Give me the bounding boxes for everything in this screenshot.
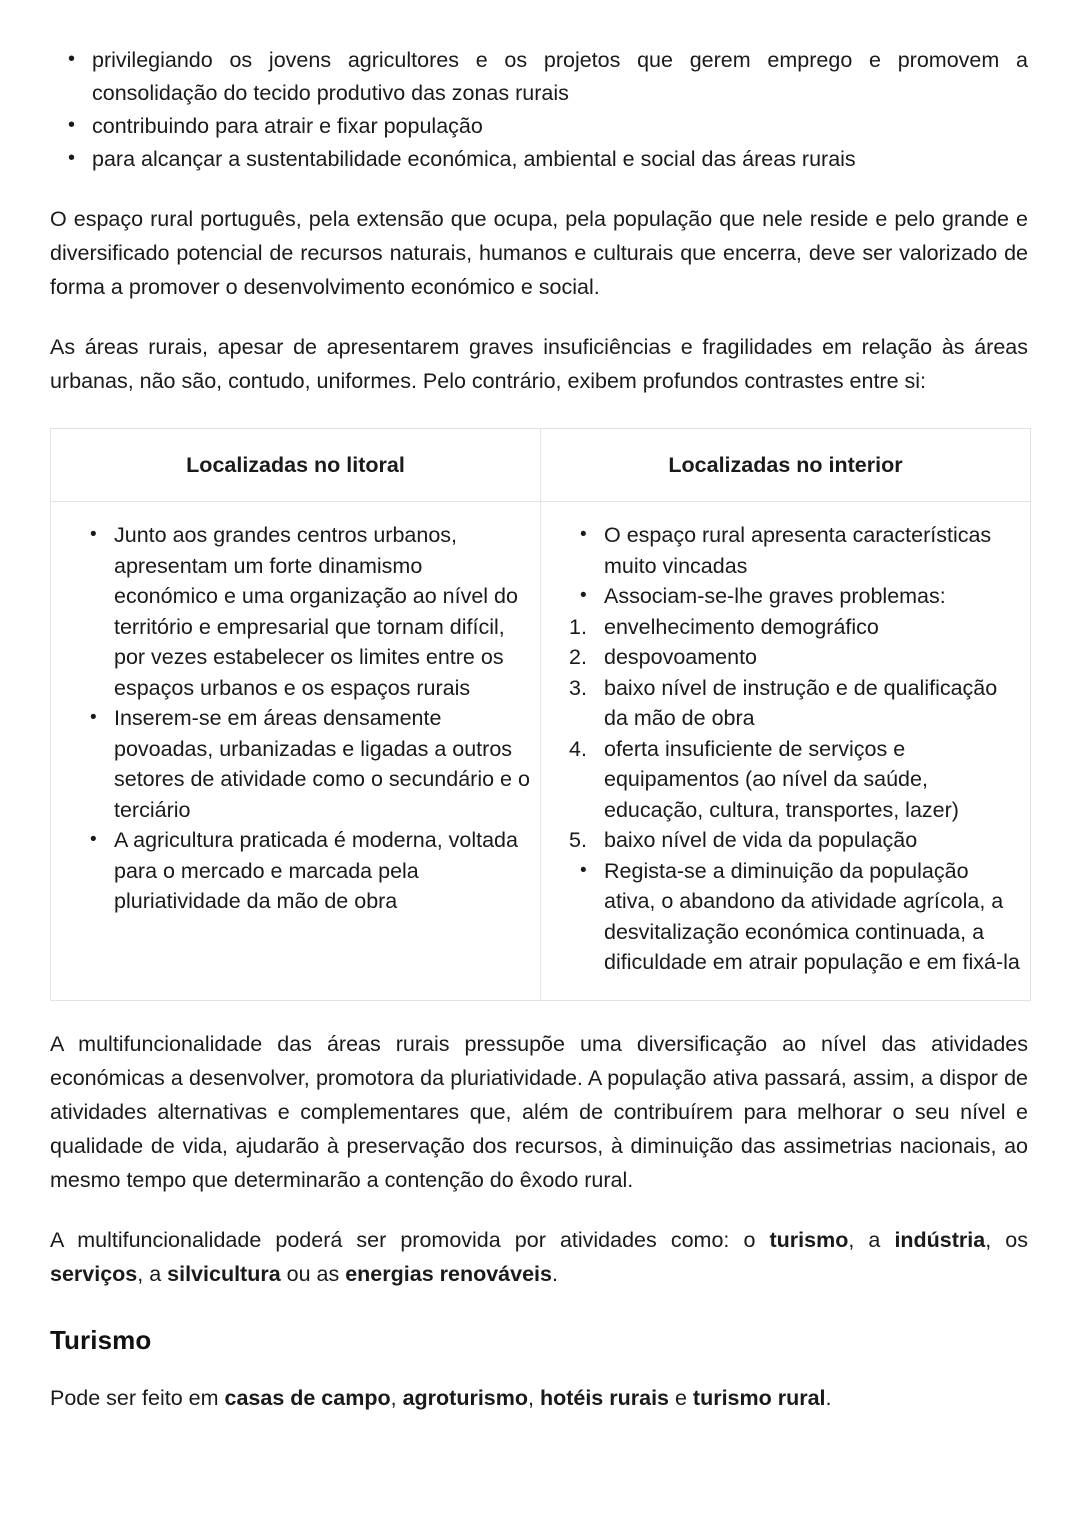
table-cell-interior	[541, 502, 1031, 1001]
list-item-text: A agricultura praticada é moderna, voltada para o mercado e marcada pela pluriatividade da mão de obra	[114, 828, 518, 913]
term-servicos: serviços	[50, 1261, 138, 1286]
page-title-turismo: Turismo	[50, 1324, 152, 1355]
text-sep: , a	[848, 1227, 895, 1252]
list-item	[61, 520, 530, 703]
term-casas-de-campo: casas de campo	[224, 1385, 391, 1410]
list-item-text: envelhecimento demográfico	[604, 614, 879, 639]
text-suffix: .	[825, 1385, 832, 1410]
list-item-text: O espaço rural apresenta características muito vincadas	[604, 523, 992, 578]
list-item	[551, 673, 1020, 734]
contrast-table	[50, 428, 1031, 1001]
list-item-text: Regista-se a diminuição da população ativa, o abandono da atividade agrícola, a desvitalização económica continuada, a dificuldade em atrair população e em fixá-la	[604, 858, 1020, 974]
table-header	[51, 429, 1031, 502]
term-turismo: turismo	[769, 1227, 849, 1252]
text-prefix: A multifuncionalidade poderá ser promovida por atividades como: o	[50, 1227, 770, 1252]
list-item	[50, 44, 1028, 110]
text-prefix: Pode ser feito em	[50, 1385, 225, 1410]
list-item-text: Inserem-se em áreas densamente povoadas, urbanizadas e ligadas a outros setores de atividade como o secundário e o terciário	[114, 706, 530, 822]
table-body	[51, 502, 1031, 1001]
table-cell-litoral	[51, 502, 541, 1001]
text-sep: ,	[528, 1385, 540, 1410]
list-item-text: privilegiando os jovens agricultores e os projetos que gerem emprego e promovem a consolidação do tecido produtivo das zonas rurais	[92, 48, 1028, 105]
paragraph-multifuncionalidade: A multifuncionalidade das áreas rurais pressupõe uma diversificação ao nível das atividades económicas a desenvolver, promotora da pluriatividade. A população ativa passará, assim, a dispor de atividades alternativas e complementares que, além de contribuírem para melhorar o seu nível e qualidade de vida, ajudarão à preservação dos recursos, à diminuição das assimetrias nacionais, ao mesmo tempo que determinarão a contenção do êxodo rural.	[50, 1031, 1028, 1192]
term-turismo-rural: turismo rural	[692, 1385, 826, 1410]
list-item	[551, 581, 1020, 612]
term-silvicultura: silvicultura	[167, 1261, 281, 1286]
list-item	[551, 642, 1020, 673]
list-item	[551, 734, 1020, 826]
list-item-text: oferta insuficiente de serviços e equipamentos (ao nível da saúde, educação, cultura, transportes, lazer)	[604, 736, 959, 822]
intro-bullet-list	[50, 44, 1028, 176]
list-item-text: Junto aos grandes centros urbanos, apresentam um forte dinamismo económico e uma organização ao nível do território e empresarial que tornam difícil, por vezes estabelecer os limites entre os espaços urbanos e os espaços rurais	[114, 523, 518, 700]
list-item	[61, 703, 530, 825]
paragraph-espaco-rural: O espaço rural português, pela extensão que ocupa, pela população que nele reside e pelo grande e diversificado potencial de recursos naturais, humanos e culturais que encerra, deve ser valorizado de forma a promover o desenvolvimento económico e social.	[50, 207, 1028, 299]
list-item	[551, 825, 1020, 856]
table-row	[51, 502, 1031, 1001]
text-sep: ou as	[280, 1261, 346, 1286]
list-item	[50, 143, 1028, 176]
term-industria: indústria	[894, 1227, 986, 1252]
table-header-litoral: Localizadas no litoral	[51, 429, 541, 502]
paragraph-atividades	[50, 1223, 1028, 1291]
text-sep: ,	[390, 1385, 403, 1410]
litoral-list	[61, 520, 530, 917]
interior-list	[551, 520, 1020, 978]
list-item	[551, 612, 1020, 643]
term-hoteis-rurais: hotéis rurais	[539, 1385, 669, 1410]
table-header-row	[51, 429, 1031, 502]
text-suffix: .	[551, 1261, 558, 1286]
list-item-text: contribuindo para atrair e fixar população	[92, 114, 483, 138]
list-item	[551, 856, 1020, 978]
term-energias-renovaveis: energias renováveis	[345, 1261, 552, 1286]
text-sep: , a	[137, 1261, 168, 1286]
document-content	[50, 44, 1028, 1415]
list-item	[50, 110, 1028, 143]
list-item-text: baixo nível de instrução e de qualificação da mão de obra	[604, 675, 998, 730]
list-item-text: para alcançar a sustentabilidade económica, ambiental e social das áreas rurais	[92, 147, 856, 171]
text-sep: , os	[985, 1227, 1028, 1252]
list-item	[61, 825, 530, 917]
list-item-text: despovoamento	[604, 645, 757, 669]
table-header-interior: Localizadas no interior	[541, 429, 1031, 502]
paragraph-areas-rurais: As áreas rurais, apesar de apresentarem graves insuficiências e fragilidades em relação às áreas urbanas, não são, contudo, uniformes. Pelo contrário, exibem profundos contrastes entre si:	[50, 335, 1028, 393]
list-item	[551, 520, 1020, 581]
list-item-text: baixo nível de vida da população	[604, 828, 918, 852]
list-item-text: Associam-se-lhe graves problemas:	[604, 584, 946, 608]
term-agroturismo: agroturismo	[402, 1385, 528, 1410]
text-sep: e	[669, 1385, 693, 1410]
paragraph-turismo-tipos	[50, 1381, 1028, 1415]
